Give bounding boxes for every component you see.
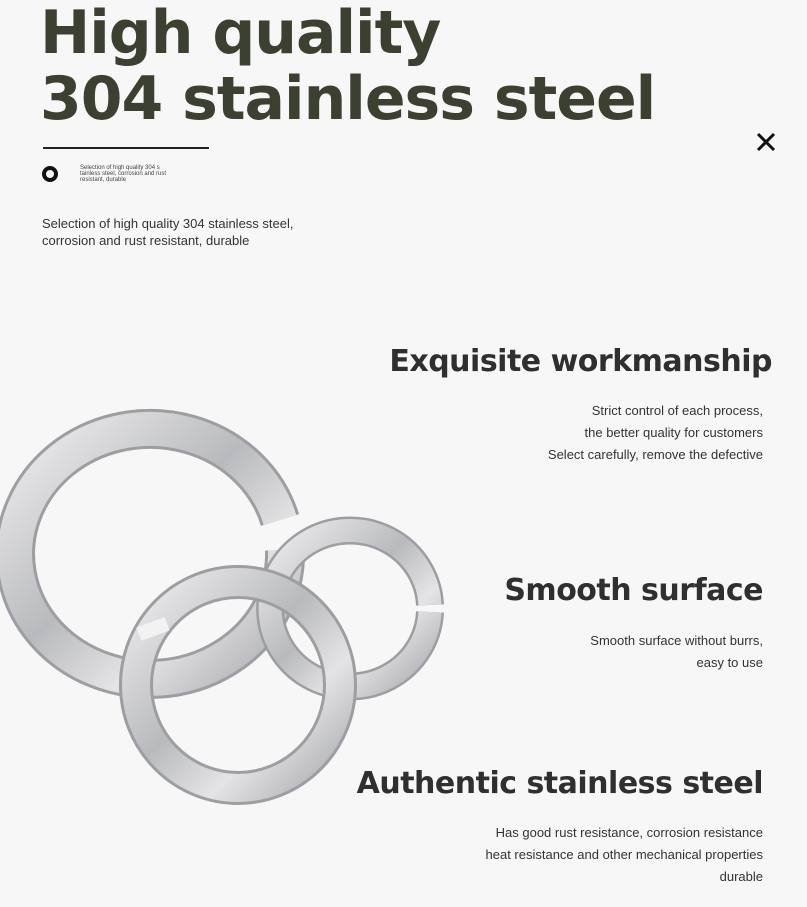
feature-desc-line: heat resistance and other mechanical properties [485, 847, 763, 862]
intro-text: Selection of high quality 304 stainless steel, corrosion and rust resistant, durable [42, 216, 294, 248]
spring-washers-image [0, 400, 520, 820]
feature-title-smooth-surface: Smooth surface [504, 573, 763, 608]
feature-desc-line: Select carefully, remove the defective [547, 447, 763, 462]
feature-desc-workmanship [548, 400, 763, 466]
feature-desc-line: durable [719, 869, 763, 884]
feature-desc-line: Has good rust resistance, corrosion resistance [495, 825, 763, 840]
close-button[interactable] [752, 128, 780, 156]
feature-desc-line: Strict control of each process, [591, 403, 763, 418]
close-icon [752, 128, 780, 156]
hero-title-line-2: 304 stainless steel [40, 64, 656, 134]
feature-desc-line: the better quality for customers [584, 425, 763, 440]
feature-desc-line: Smooth surface without burrs, [590, 633, 763, 648]
feature-desc-authentic-steel [486, 822, 764, 888]
hero-title [40, 0, 655, 132]
ring-bullet-icon [42, 166, 58, 182]
hero-title-line-1: High quality [40, 0, 441, 68]
feature-desc-smooth-surface [590, 630, 763, 674]
feature-title-workmanship: Exquisite workmanship [389, 344, 772, 379]
divider [43, 147, 209, 149]
feature-desc-line: easy to use [696, 655, 763, 670]
feature-title-authentic-steel: Authentic stainless steel [356, 766, 763, 801]
tiny-caption: Selection of high quality 304 s tainless steel, corrosion and rust resistant, durable [80, 165, 167, 183]
